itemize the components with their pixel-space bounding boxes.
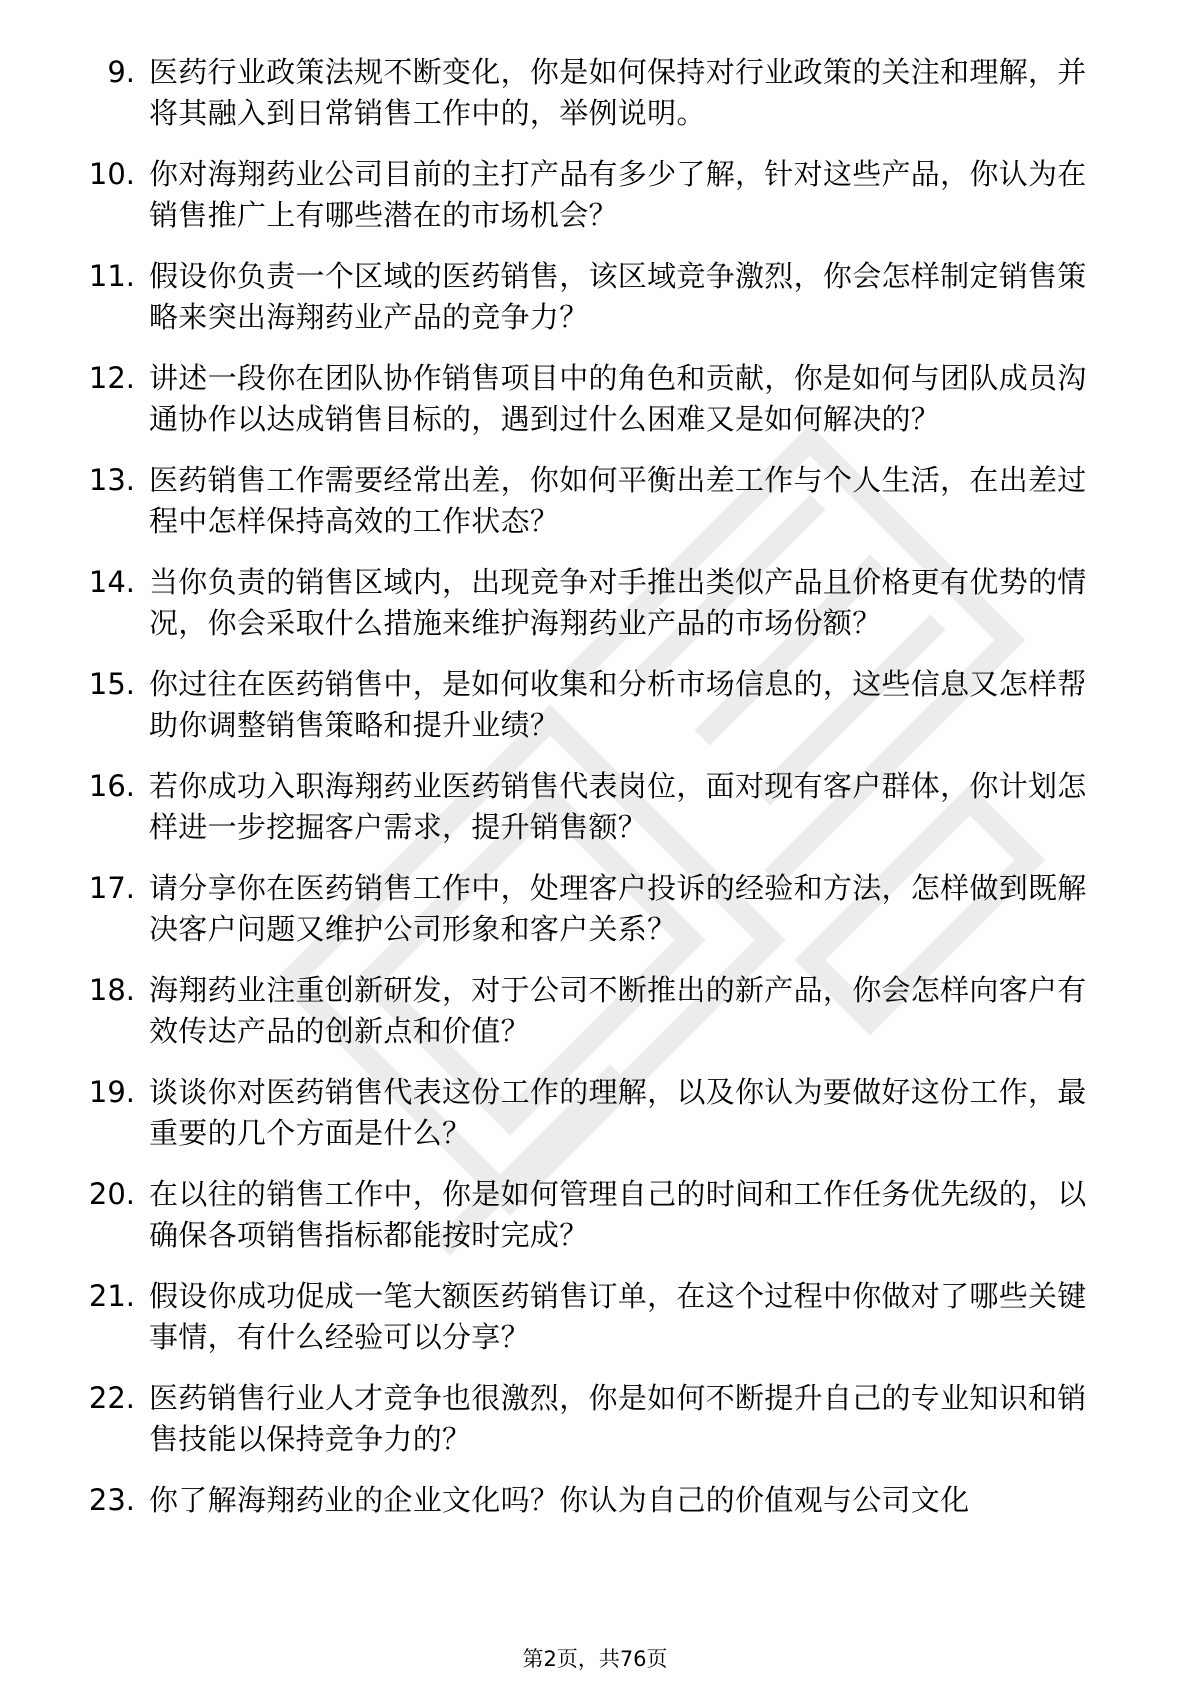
question-item: [0, 1378, 1190, 1460]
question-text: 医药销售行业人才竞争也很激烈，你是如何不断提升自己的专业知识和销售技能以保持竞争力的？: [149, 1381, 1087, 1456]
question-text: 讲述一段你在团队协作销售项目中的角色和贡献，你是如何与团队成员沟通协作以达成销售目标的，遇到过什么困难又是如何解决的？: [149, 361, 1087, 436]
question-number: 22.: [88, 1381, 135, 1415]
question-text: 假设你成功促成一笔大额医药销售订单，在这个过程中你做对了哪些关键事情，有什么经验可以分享？: [149, 1279, 1087, 1354]
question-item: [0, 664, 1190, 746]
question-item: [0, 868, 1190, 950]
question-item: [0, 52, 1190, 134]
question-text: 你过往在医药销售中，是如何收集和分析市场信息的，这些信息又怎样帮助你调整销售策略和提升业绩？: [149, 667, 1087, 742]
question-text: 医药行业政策法规不断变化，你是如何保持对行业政策的关注和理解，并将其融入到日常销售工作中的，举例说明。: [149, 55, 1087, 130]
question-number: 12.: [88, 361, 135, 395]
question-text: 假设你负责一个区域的医药销售，该区域竞争激烈，你会怎样制定销售策略来突出海翔药业产品的竞争力？: [149, 259, 1087, 334]
question-item: [0, 1174, 1190, 1256]
question-text: 你了解海翔药业的企业文化吗？你认为自己的价值观与公司文化: [149, 1483, 970, 1517]
page-footer: 第2页，共76页: [522, 1647, 668, 1671]
question-text: 你对海翔药业公司目前的主打产品有多少了解，针对这些产品，你认为在销售推广上有哪些潜在的市场机会？: [149, 157, 1087, 232]
question-text: 在以往的销售工作中，你是如何管理自己的时间和工作任务优先级的，以确保各项销售指标都能按时完成？: [149, 1177, 1087, 1252]
question-text: 当你负责的销售区域内，出现竞争对手推出类似产品且价格更有优势的情况，你会采取什么措施来维护海翔药业产品的市场份额？: [149, 565, 1087, 640]
question-item: [0, 1072, 1190, 1154]
question-number: 9.: [107, 55, 135, 89]
question-item: [0, 970, 1190, 1052]
question-item: [0, 256, 1190, 338]
question-text: 医药销售工作需要经常出差，你如何平衡出差工作与个人生活，在出差过程中怎样保持高效的工作状态？: [149, 463, 1087, 538]
question-number: 19.: [88, 1075, 135, 1109]
question-number: 11.: [88, 259, 135, 293]
question-item: [0, 358, 1190, 440]
question-number: 17.: [88, 871, 135, 905]
question-item: [0, 1480, 1190, 1521]
question-item: [0, 460, 1190, 542]
question-number: 10.: [88, 157, 135, 191]
question-number: 21.: [88, 1279, 135, 1313]
question-item: [0, 562, 1190, 644]
question-number: 23.: [88, 1483, 135, 1517]
question-text: 若你成功入职海翔药业医药销售代表岗位，面对现有客户群体，你计划怎样进一步挖掘客户需求，提升销售额？: [149, 769, 1087, 844]
question-number: 13.: [88, 463, 135, 497]
question-list: [0, 52, 1190, 1541]
question-item: [0, 1276, 1190, 1358]
question-item: [0, 766, 1190, 848]
question-number: 14.: [88, 565, 135, 599]
question-number: 18.: [88, 973, 135, 1007]
question-number: 16.: [88, 769, 135, 803]
question-number: 20.: [88, 1177, 135, 1211]
question-number: 15.: [88, 667, 135, 701]
question-text: 海翔药业注重创新研发，对于公司不断推出的新产品，你会怎样向客户有效传达产品的创新点和价值？: [149, 973, 1087, 1048]
question-item: [0, 154, 1190, 236]
question-text: 请分享你在医药销售工作中，处理客户投诉的经验和方法，怎样做到既解决客户问题又维护公司形象和客户关系？: [149, 871, 1087, 946]
question-text: 谈谈你对医药销售代表这份工作的理解，以及你认为要做好这份工作，最重要的几个方面是什么？: [149, 1075, 1087, 1150]
